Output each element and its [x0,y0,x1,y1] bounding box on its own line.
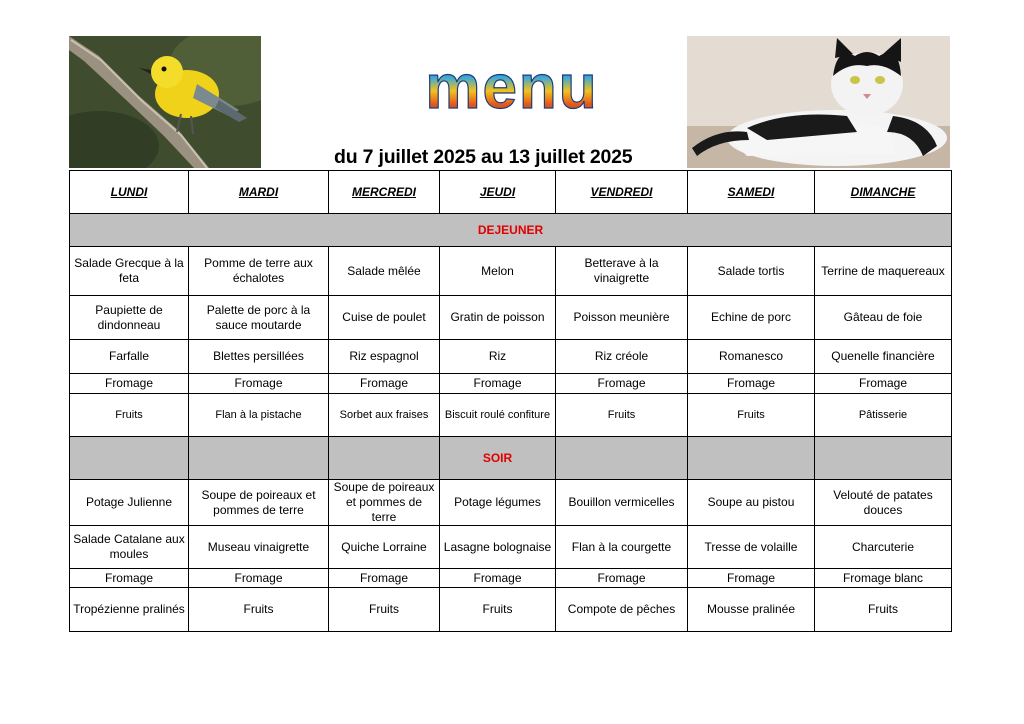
menu-cell: Soupe de poireaux et pommes de terre [189,480,329,526]
menu-cell: Fromage [815,374,952,394]
menu-cell: Betterave à la vinaigrette [556,247,688,296]
band-cell [688,437,815,480]
menu-cell: Gâteau de foie [815,296,952,340]
menu-cell: Riz créole [556,340,688,374]
band-cell [70,437,189,480]
menu-cell: Fromage blanc [815,569,952,588]
table-row [70,394,952,437]
menu-cell: Blettes persillées [189,340,329,374]
menu-cell: Bouillon vermicelles [556,480,688,526]
day-header-mercredi: MERCREDI [329,171,440,214]
menu-cell: Potage légumes [440,480,556,526]
dejeuner-label: DEJEUNER [70,214,952,247]
table-row [70,296,952,340]
menu-cell: Salade Catalane aux moules [70,526,189,569]
band-cell [189,437,329,480]
cat-illustration [687,36,950,168]
table-row [70,247,952,296]
menu-cell: Tropézienne pralinés [70,588,189,632]
menu-cell: Fruits [556,394,688,437]
menu-cell: Palette de porc à la sauce moutarde [189,296,329,340]
menu-cell: Riz espagnol [329,340,440,374]
table-row [70,480,952,526]
table-row [70,526,952,569]
menu-cell: Soupe de poireaux et pommes de terre [329,480,440,526]
menu-cell: Fruits [440,588,556,632]
menu-cell: Fromage [556,374,688,394]
menu-cell: Riz [440,340,556,374]
menu-cell: Fruits [70,394,189,437]
menu-cell: Flan à la courgette [556,526,688,569]
menu-cell: Pomme de terre aux échalotes [189,247,329,296]
menu-cell: Biscuit roulé confiture [440,394,556,437]
menu-cell: Velouté de patates douces [815,480,952,526]
menu-cell: Quenelle financière [815,340,952,374]
menu-cell: Soupe au pistou [688,480,815,526]
day-header-dimanche: DIMANCHE [815,171,952,214]
menu-cell: Melon [440,247,556,296]
menu-cell: Romanesco [688,340,815,374]
menu-cell: Lasagne bolognaise [440,526,556,569]
day-header-lundi: LUNDI [70,171,189,214]
day-header-samedi: SAMEDI [688,171,815,214]
menu-cell: Flan à la pistache [189,394,329,437]
menu-cell: Echine de porc [688,296,815,340]
table-row [70,588,952,632]
menu-cell: Sorbet aux fraises [329,394,440,437]
menu-cell: Poisson meunière [556,296,688,340]
menu-cell: Fromage [70,569,189,588]
menu-cell: Potage Julienne [70,480,189,526]
menu-title [370,58,655,118]
menu-cell: Gratin de poisson [440,296,556,340]
menu-cell: Mousse pralinée [688,588,815,632]
dejeuner-band [70,214,952,247]
table-row [70,569,952,588]
menu-cell: Fromage [556,569,688,588]
menu-cell: Fruits [815,588,952,632]
table-row [70,340,952,374]
soir-band [70,437,952,480]
menu-cell: Fruits [688,394,815,437]
band-cell [815,437,952,480]
menu-title-text: menu [425,58,599,118]
day-header-jeudi: JEUDI [440,171,556,214]
menu-cell: Charcuterie [815,526,952,569]
menu-cell: Fromage [189,569,329,588]
menu-cell: Museau vinaigrette [189,526,329,569]
bird-illustration [69,36,261,168]
menu-cell: Pâtisserie [815,394,952,437]
menu-cell: Terrine de maquereaux [815,247,952,296]
menu-cell: Fromage [688,569,815,588]
menu-cell: Fromage [688,374,815,394]
soir-label: SOIR [440,437,556,480]
menu-cell: Salade mêlée [329,247,440,296]
menu-cell: Fromage [440,374,556,394]
menu-cell: Fromage [440,569,556,588]
menu-cell: Fruits [189,588,329,632]
menu-title-art [370,58,655,118]
menu-cell: Tresse de volaille [688,526,815,569]
day-header-vendredi: VENDREDI [556,171,688,214]
menu-table [69,170,952,632]
band-cell [329,437,440,480]
menu-cell: Quiche Lorraine [329,526,440,569]
bird-photo [69,36,261,168]
menu-cell: Fromage [329,569,440,588]
menu-cell: Fromage [189,374,329,394]
day-header-mardi: MARDI [189,171,329,214]
table-row [70,374,952,394]
menu-cell: Cuise de poulet [329,296,440,340]
menu-cell: Salade tortis [688,247,815,296]
menu-cell: Fruits [329,588,440,632]
days-header-row [70,171,952,214]
menu-cell: Fromage [329,374,440,394]
menu-cell: Salade Grecque à la feta [70,247,189,296]
menu-cell: Compote de pêches [556,588,688,632]
band-cell [556,437,688,480]
date-range: du 7 juillet 2025 au 13 juillet 2025 [334,146,633,168]
menu-cell: Paupiette de dindonneau [70,296,189,340]
menu-cell: Farfalle [70,340,189,374]
cat-photo [687,36,950,168]
menu-cell: Fromage [70,374,189,394]
